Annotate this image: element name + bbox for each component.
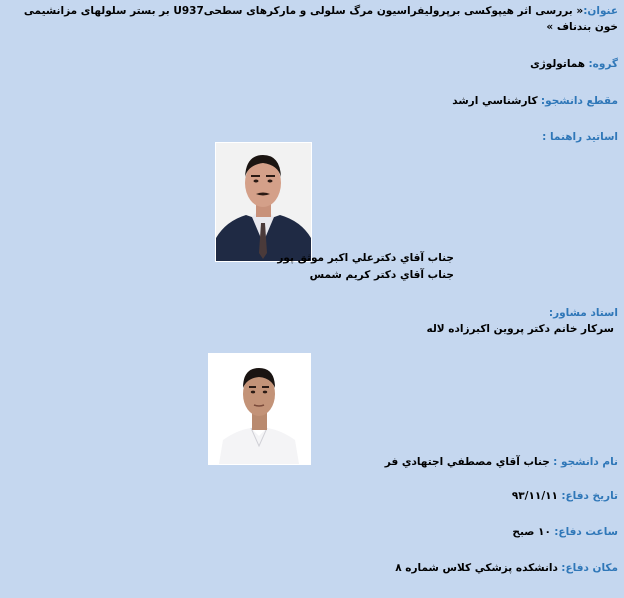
time-label: ساعت دفاع: <box>554 526 618 538</box>
group-value: هماتولوژی <box>530 58 586 70</box>
student-value: جناب آقاي مصطفي اجتهادي فر <box>384 456 550 468</box>
student-row <box>385 454 618 470</box>
level-value: کارشناسي ارشد <box>452 95 538 107</box>
title-text: « بررسی اثر هیپوکسی برپرولیفراسیون مرگ سلولی و مارکرهای سطحیU937 بر بستر سلولهای مزانشیمی خون بندناف » <box>23 5 618 33</box>
advisor-value-row <box>426 321 614 337</box>
supervisor-2: جناب آقاي دكتر كريم شمس <box>309 269 454 281</box>
advisor-value: سركار خانم دكتر پروين اكبرزاده لاله <box>426 323 614 335</box>
date-label: تاريخ دفاع: <box>561 490 618 502</box>
place-label: مكان دفاع: <box>561 562 618 574</box>
supervisors-list <box>277 250 454 284</box>
date-row <box>512 488 618 504</box>
supervisors-row <box>542 129 618 145</box>
thesis-title <box>6 3 618 35</box>
title-label: عنوان: <box>583 5 618 17</box>
group-row <box>530 56 618 72</box>
level-label: مقطع دانشجو: <box>540 95 618 107</box>
group-label: گروه: <box>588 58 618 70</box>
date-value: ۹۳/۱۱/۱۱ <box>511 490 558 502</box>
supervisor-1: جناب آقاي دكترعلي اكبر موثق پور <box>277 252 454 264</box>
advisor-row <box>549 305 618 321</box>
time-value: ۱۰ صبح <box>512 526 551 538</box>
supervisors-label: اساتيد راهنما : <box>542 131 618 143</box>
level-row <box>452 93 618 109</box>
student-photo <box>208 353 311 465</box>
place-row <box>395 560 618 576</box>
supervisor-photo <box>215 142 312 262</box>
advisor-label: استاد مشاور: <box>548 307 618 319</box>
time-row <box>512 524 618 540</box>
place-value: دانشكده پزشكي كلاس شماره ۸ <box>395 562 558 574</box>
student-label: نام دانشجو : <box>553 456 618 468</box>
